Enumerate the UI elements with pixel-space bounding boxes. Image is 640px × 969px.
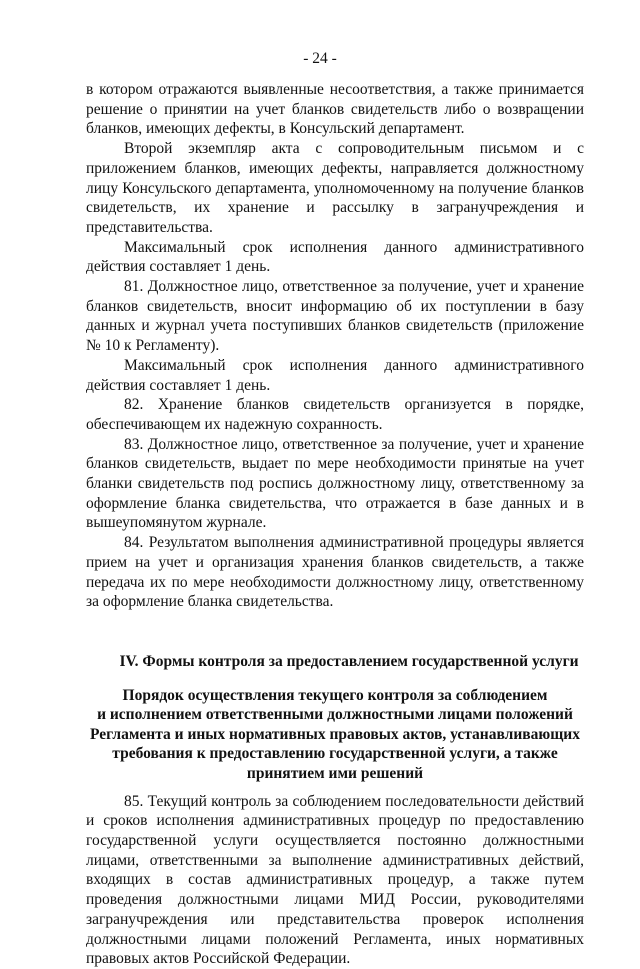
subsection-heading-line: Порядок осуществления текущего контроля за соблюдением (122, 686, 548, 704)
paragraph-continuation: в котором отражаются выявленные несоответствия, а также принимается решение о принятии на учет бланков свидетельств либо о возвращении бланков, имеющих дефекты, в Консульский департамент. (86, 81, 584, 138)
paragraph-second-copy: Второй экземпляр акта с сопроводительным письмом и с приложением бланков, имеющих дефекты, направляется должностному лицу Консульского департамента, уполномоченному на получение бланков свидетельств, их хранение и рассылку в загранучреждения и представительства. (86, 140, 584, 236)
subsection-heading-line: и исполнением ответственными должностными лицами положений (97, 706, 573, 724)
document-body (86, 80, 584, 969)
page-number: - 24 - (303, 50, 337, 67)
subsection-heading-line: принятием ими решений (246, 765, 424, 783)
subsection-heading-line: требования к предоставлению государственной услуги, а также (112, 745, 558, 763)
paragraph-max-term-1: Максимальный срок исполнения данного административного действия составляет 1 день. (86, 238, 584, 276)
paragraph-81: 81. Должностное лицо, ответственное за получение, учет и хранение бланков свидетельств, вносит информацию об их поступлении в базу данных и журнал учета поступивших бланков свидетельств (приложение № 10 к Регламенту). (86, 278, 584, 355)
paragraph-83: 83. Должностное лицо, ответственное за получение, учет и хранение бланков свидетельств, выдает по мере необходимости принятые на учет бланки свидетельств под роспись должностному лицу, ответственному за оформление бланка свидетельства, что отражается в базе данных и в вышеупомянутом журнале. (86, 435, 584, 532)
paragraph-84: 84. Результатом выполнения административной процедуры является прием на учет и организация хранения бланков свидетельств, а также передача их по мере необходимости должностному лицу, ответственному за оформление бланка свидетельства. (86, 534, 584, 611)
subsection-heading (86, 686, 584, 784)
section-heading: IV. Формы контроля за предоставлением государственной услуги (119, 652, 579, 670)
paragraph-max-term-2: Максимальный срок исполнения данного административного действия составляет 1 день. (86, 356, 584, 394)
paragraph-82: 82. Хранение бланков свидетельств организуется в порядке, обеспечивающем их надежную сохранность. (86, 396, 584, 433)
subsection-heading-line: Регламента и иных нормативных правовых актов, устанавливающих (90, 725, 580, 743)
paragraph-85: 85. Текущий контроль за соблюдением последовательности действий и сроков исполнения административных процедур по предоставлению государственной услуги осуществляется постоянно должностными лицами, ответственными за выполнение административных действий, входящих в состав административных процедур, а также путем проведения должностными лицами МИД России, руководителями загранучреждения или представительства проверок исполнения должностными лицами положений Регламента, иных нормативных правовых актов Российской Федерации. (86, 792, 584, 968)
